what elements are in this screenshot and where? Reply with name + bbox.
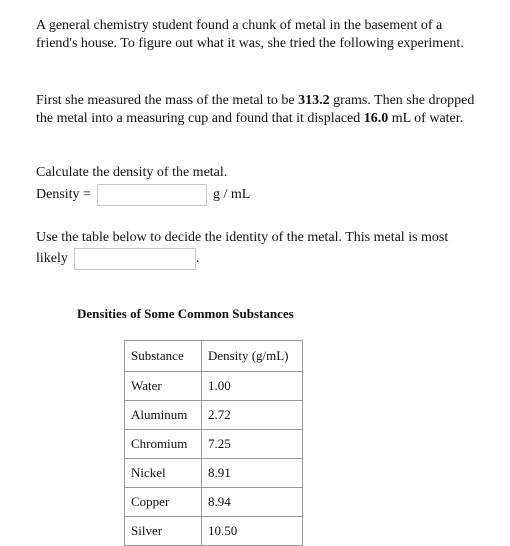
density-cell: 8.91: [202, 459, 303, 488]
likely-label: likely: [36, 251, 68, 266]
experiment-text-2: grams. Then she dropped the metal into a measuring cup and found that it displaced: [36, 93, 475, 126]
volume-value: 16.0: [363, 111, 389, 126]
substance-cell: Copper: [125, 488, 202, 517]
substance-cell: Water: [125, 372, 202, 401]
header-density: Density (g/mL): [202, 341, 303, 372]
experiment-text-3: mL of water.: [388, 111, 464, 126]
header-substance: Substance: [125, 341, 202, 372]
problem-intro: A general chemistry student found a chunk of metal in the basement of a friend's house. To figure out what it was, she tried the following experiment.: [36, 18, 464, 51]
density-cell: 10.50: [202, 517, 303, 546]
density-unit: g / mL: [212, 187, 251, 202]
density-cell: 1.00: [202, 372, 303, 401]
density-cell: 2.72: [202, 401, 303, 430]
identity-answer-row: [36, 247, 199, 271]
substance-cell: Silver: [125, 517, 202, 546]
table-row: [125, 459, 303, 488]
table-title: Densities of Some Common Substances: [77, 306, 294, 321]
mass-value: 313.2: [298, 93, 330, 108]
table-header-row: [125, 341, 303, 372]
metal-identity-input[interactable]: [74, 248, 196, 270]
experiment-text-1: First she measured the mass of the metal to be: [36, 93, 299, 108]
experiment-description: [36, 92, 486, 128]
calculate-prompt: Calculate the density of the metal.: [36, 165, 228, 180]
substance-cell: Nickel: [125, 459, 202, 488]
density-cell: 7.25: [202, 430, 303, 459]
identity-prompt: Use the table below to decide the identity of the metal. This metal is most: [36, 230, 449, 245]
period: .: [195, 251, 200, 266]
density-label: Density =: [36, 187, 91, 202]
substance-cell: Aluminum: [125, 401, 202, 430]
table-row: [125, 488, 303, 517]
table-row: [125, 372, 303, 401]
density-answer-row: [36, 184, 250, 206]
density-input[interactable]: [97, 184, 207, 206]
table-row: [125, 430, 303, 459]
table-row: [125, 401, 303, 430]
substance-cell: Chromium: [125, 430, 202, 459]
table-row: [125, 517, 303, 546]
density-cell: 8.94: [202, 488, 303, 517]
densities-table: [124, 340, 303, 546]
